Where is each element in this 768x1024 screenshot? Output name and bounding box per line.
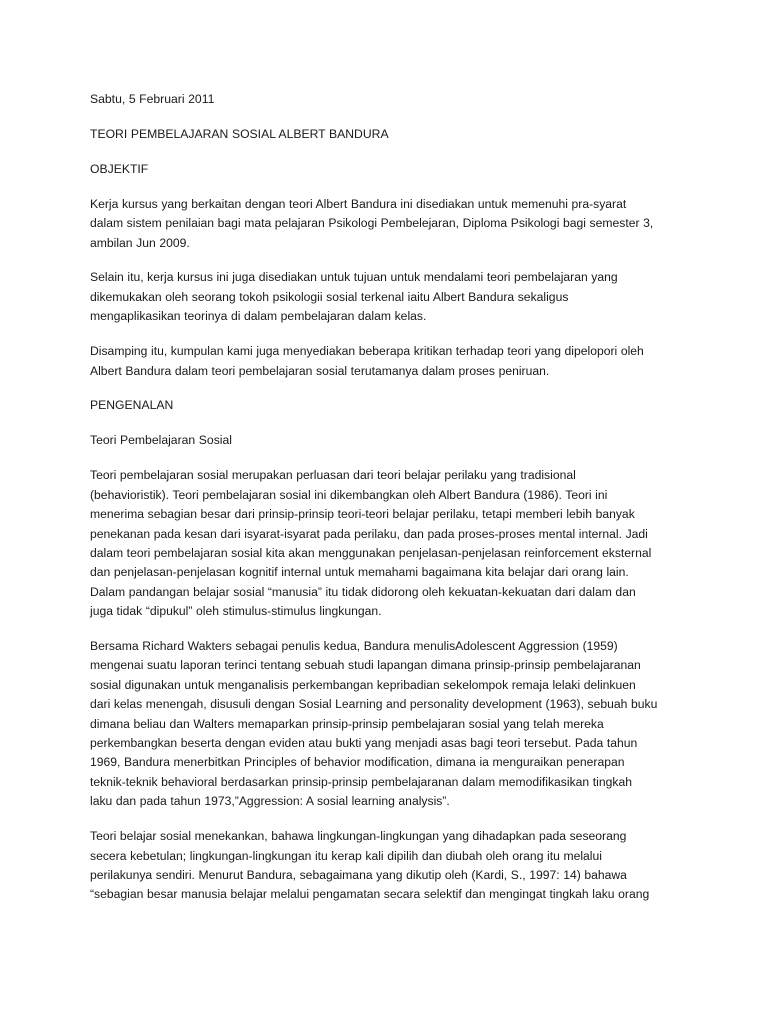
text-line: dalam teori pembelajaran sosial kita akan menggunakan penjelasan-penjelasan reinforcement eksternal: [90, 545, 652, 560]
text-line: Disamping itu, kumpulan kami juga menyediakan beberapa kritikan terhadap teori yang dipelopori oleh: [90, 344, 644, 359]
text-line: Teori belajar sosial menekankan, bahawa lingkungan-lingkungan yang dihadapkan pada seseorang: [90, 829, 627, 844]
text-line: sosial digunakan untuk menganalisis perkembangan kepribadian sekelompok remaja lelaki delinkuen: [90, 677, 636, 692]
text-line: Dalam pandangan belajar sosial “manusia” itu tidak didorong oleh kekuatan-kekuatan dari dalam dan: [90, 584, 636, 599]
text-line: Teori pembelajaran sosial merupakan perluasan dari teori belajar perilaku yang tradisional: [90, 468, 576, 483]
paragraph: [90, 268, 682, 326]
text-line: 1969, Bandura menerbitkan Principles of behavior modification, dimana ia menguraikan penerapan: [90, 755, 625, 770]
text-line: dikemukakan oleh seorang tokoh psikologii sosial terkenal iaitu Albert Bandura sekaligus: [90, 289, 569, 304]
text-line: ambilan Jun 2009.: [90, 235, 190, 250]
paragraph: [90, 195, 682, 253]
text-line: Bersama Richard Wakters sebagai penulis kedua, Bandura menulisAdolescent Aggression (1959): [90, 639, 618, 654]
document-title: TEORI PEMBELAJARAN SOSIAL ALBERT BANDURA: [90, 126, 389, 141]
text-line: dari kelas menengah, disusuli dengan Sosial Learning and personality development (1963), sebuah buku: [90, 697, 658, 712]
text-line: Selain itu, kerja kursus ini juga disediakan untuk tujuan untuk mendalami teori pembelajaran yang: [90, 270, 618, 285]
subsection-heading: Teori Pembelajaran Sosial: [90, 433, 232, 448]
text-line: perilakunya sendiri. Menurut Bandura, sebagaimana yang dikutip oleh (Kardi, S., 1997: 14) bahawa: [90, 868, 627, 882]
paragraph: [90, 466, 682, 621]
text-line: menerima sebagian besar dari prinsip-prinsip teori-teori belajar perilaku, tetapi memberi lebih banyak: [90, 507, 635, 522]
text-line: mengaplikasikan teorinya di dalam pembelajaran dalam kelas.: [90, 309, 427, 324]
text-line: secera kebetulan; lingkungan-lingkungan itu kerap kali dipilih dan diubah oleh orang itu melalui: [90, 848, 602, 863]
document-body: [90, 90, 682, 920]
text-line: dimana beliau dan Walters memaparkan prinsip-prinsip pembelajaran sosial yang telah mereka: [90, 716, 604, 731]
paragraph: [90, 342, 682, 381]
post-date: Sabtu, 5 Februari 2011: [90, 92, 215, 106]
text-line: mengenai suatu laporan terinci tentang sebuah studi lapangan dimana prinsip-prinsip pembelajaranan: [90, 658, 641, 673]
text-line: dan penjelasan-penjelasan kognitif internal untuk memahami bagaimana kita belajar dari orang lain.: [90, 565, 629, 580]
text-line: “sebagian besar manusia belajar melalui pengamatan secara selektif dan mengingat tingkah laku orang: [90, 887, 650, 902]
text-line: laku dan pada tahun 1973,”Aggression: A sosial learning analysis”.: [90, 794, 450, 809]
section-heading-pengenalan: PENGENALAN: [90, 398, 174, 413]
text-line: penekanan pada kesan dari isyarat-isyarat pada perilaku, dan pada proses-proses mental internal. Jadi: [90, 526, 648, 541]
paragraph: [90, 637, 682, 812]
text-line: perkembangkan beserta dengan eviden atau bukti yang menjadi asas bagi teori tersebut. Pada tahun: [90, 736, 638, 751]
text-line: teknik-teknik behavioral berdasarkan prinsip-prinsip pembelajaranan dalam memodifikasikan tingkah: [90, 774, 632, 789]
text-line: Albert Bandura dalam teori pembelajaran sosial terutamanya dalam proses peniruan.: [90, 363, 550, 378]
paragraph: [90, 827, 682, 905]
section-heading-objektif: OBJEKTIF: [90, 161, 149, 176]
text-line: dalam sistem penilaian bagi mata pelajaran Psikologi Pembelejaran, Diploma Psikologi bagi semester 3,: [90, 216, 654, 231]
text-line: juga tidak “dipukul” oleh stimulus-stimulus lingkungan.: [90, 604, 382, 619]
text-line: Kerja kursus yang berkaitan dengan teori Albert Bandura ini disediakan untuk memenuhi pra-syarat: [90, 196, 627, 211]
text-line: (behavioristik). Teori pembelajaran sosial ini dikembangkan oleh Albert Bandura (1986). Teori ini: [90, 487, 608, 502]
